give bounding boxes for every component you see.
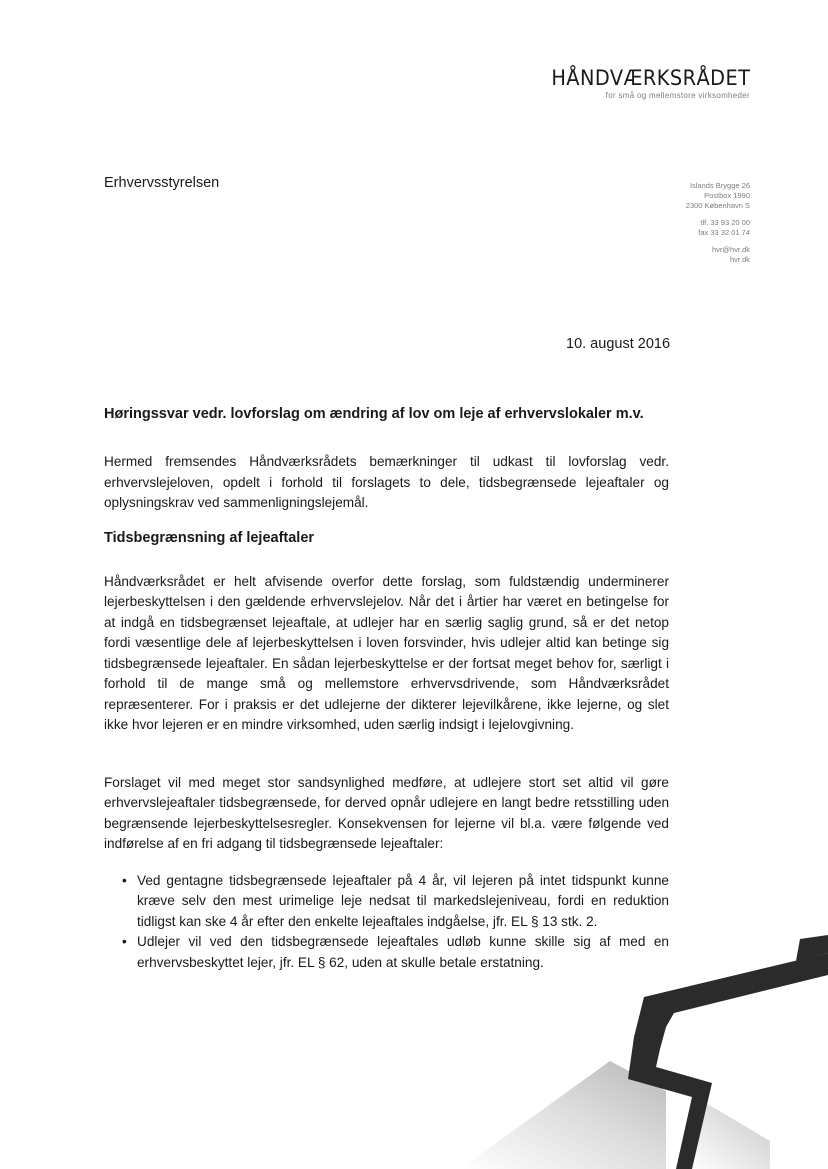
address-street: Islands Brygge 26 xyxy=(689,181,750,190)
letterhead-logo xyxy=(534,68,750,100)
section-heading: Tidsbegrænsning af lejeaftaler xyxy=(104,529,315,546)
address-email: hvr@hvr.dk xyxy=(711,245,750,254)
body-paragraph-1: Håndværksrådet er helt afvisende overfor dette forslag, som fuldstændig underminerer lejerbeskyttelsen i den gældende erhvervslejelov. Når det i årtier har været en betingelse for at indgå en tidsbegrænset lejeaftale, at udlejer har en særlig saglig grund, så er det netop fordi væsentlige dele af lejerbeskyttelsen i loven forsvinder, hvis udlejer altid kan betinge sig tidsbegrænsede lejeaftaler. En sådan lejerbeskyttelse er der fortsat meget behov for, særligt i forhold til de mange små og mellemstore erhvervsdrivende, som Håndværksrådet repræsenterer. For i praksis er det udlejerne der dikterer lejevilkårene, ikke lejerne, og slet ikke hvor lejeren er en mindre virksomhed, uden særlig indsigt i lejelovgivning. xyxy=(104,573,669,732)
bullet-icon: • xyxy=(122,872,127,888)
list-item-text: Ved gentagne tidsbegrænsede lejeaftaler på 4 år, vil lejeren på intet tidspunkt kunne kræve selv den mest urimelige leje nedsat til markedslejeniveau, fordi en reduktion tidligst kan ske 4 år efter den enkelte lejeaftales indgåelse, jfr. EL § 13 stk. 2. xyxy=(137,872,669,929)
intro-paragraph: Hermed fremsendes Håndværksrådets bemærkninger til udkast til lovforslag vedr. erhvervslejeloven, opdelt i forhold til forslagets to dele, tidsbegrænsede lejeaftaler og oplysningskrav ved sammenligningslejemål. xyxy=(104,454,669,510)
organization-tagline: for små og mellemstore virksomheder xyxy=(605,91,750,100)
address-web: hvr.dk xyxy=(729,255,750,264)
organization-name: HÅNDVÆRKSRÅDET xyxy=(550,66,750,90)
address-city: 2300 København S xyxy=(685,201,750,210)
sender-address-block xyxy=(686,181,750,265)
body-paragraph-2: Forslaget vil med meget stor sandsynlighed medføre, at udlejere stort set altid vil gøre erhvervslejeaftaler tidsbegrænsede, for derved opnår udlejere en langt bedre retsstilling uden begrænsende lejerbeskyttelsesregler. Konsekvensen for lejerne vil bl.a. være følgende ved indførelse af en fri adgang til tidsbegrænsede lejeaftaler: xyxy=(104,774,669,851)
letter-date: 10. august 2016 xyxy=(566,336,671,352)
address-postbox: Postbox 1990 xyxy=(704,191,750,200)
list-item-text: Udlejer vil ved den tidsbegrænsede lejeaftales udløb kunne skille sig af med en erhvervsbeskyttet lejer, jfr. EL § 62, uden at skulle betale erstatning. xyxy=(137,934,669,970)
letter-subject: Høringssvar vedr. lovforslag om ændring af lov om leje af erhvervslokaler m.v. xyxy=(104,406,644,422)
list-item xyxy=(124,871,669,933)
address-phone: tlf. 33 93 20 00 xyxy=(700,218,750,227)
recipient-name: Erhvervsstyrelsen xyxy=(104,175,220,191)
address-fax: fax 33 32 01 74 xyxy=(698,228,750,237)
letter-body xyxy=(104,404,669,973)
decorative-corner-graphic xyxy=(460,935,828,1169)
bullet-icon: • xyxy=(122,934,127,949)
